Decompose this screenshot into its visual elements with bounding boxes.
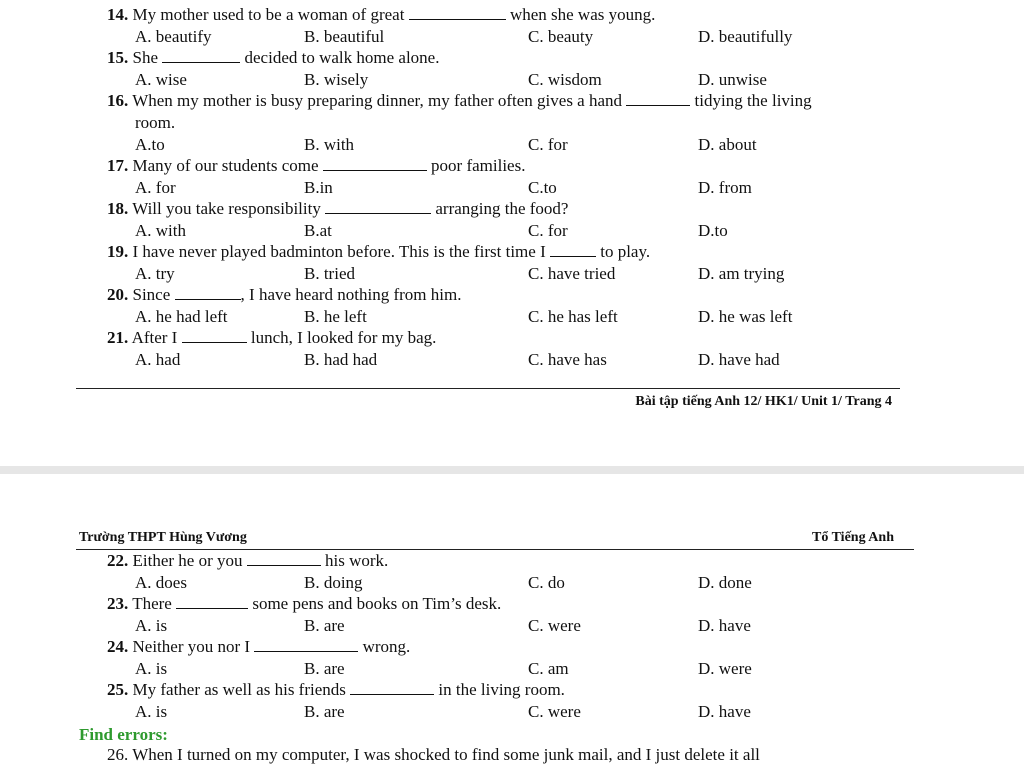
question-text: Since [132, 285, 171, 304]
option-b: B. he left [304, 307, 367, 326]
option-c: C. beauty [528, 27, 594, 46]
question-number: 14. [107, 5, 129, 24]
question-25 [107, 680, 565, 700]
option-c: C. for [528, 221, 568, 240]
question-text-continued: lunch, I looked for my bag. [250, 328, 437, 347]
option-d: D. have [698, 702, 751, 721]
option-a: A. he had left [135, 307, 228, 326]
section-heading: Find errors: [79, 725, 168, 744]
option-b: B. wisely [304, 70, 369, 89]
question-number: 21. [107, 328, 129, 347]
question-23 [107, 594, 501, 614]
answer-blank [550, 242, 596, 257]
question-text-continued: some pens and books on Tim’s desk. [252, 594, 502, 613]
option-d: D. have had [698, 350, 780, 369]
question-number: 25. [107, 680, 129, 699]
option-a: A. with [135, 221, 186, 240]
page-gap [0, 466, 1024, 474]
answer-blank [350, 680, 434, 695]
question-24 [107, 637, 410, 657]
answer-blank [323, 156, 427, 171]
footer-divider [76, 388, 900, 389]
answer-blank [176, 594, 248, 609]
option-d: D. done [698, 573, 752, 592]
answer-blank [626, 91, 690, 106]
question-number: 15. [107, 48, 129, 67]
question-text: I have never played badminton before. This is the first time I [132, 242, 546, 261]
question-22 [107, 551, 388, 571]
option-c: C. he has left [528, 307, 618, 326]
option-c: C. wisdom [528, 70, 602, 89]
question-wrap-line: room. [135, 113, 176, 132]
option-a: A. is [135, 616, 168, 635]
question-text-continued: to play. [600, 242, 651, 261]
option-a: A.to [135, 135, 165, 154]
option-d: D. were [698, 659, 752, 678]
question-16 [107, 91, 812, 111]
question-14 [107, 5, 655, 25]
question-15 [107, 48, 439, 68]
option-d: D.to [698, 221, 728, 240]
question-number: 24. [107, 637, 129, 656]
option-d: D. have [698, 616, 751, 635]
question-text-continued: poor families. [431, 156, 526, 175]
question-text-continued: his work. [325, 551, 389, 570]
question-21 [107, 328, 436, 348]
question-text: Either he or you [132, 551, 243, 570]
option-d: D. beautifully [698, 27, 793, 46]
question-number: 17. [107, 156, 129, 175]
option-d: D. he was left [698, 307, 793, 326]
option-b: B. are [304, 659, 345, 678]
question-text: My mother used to be a woman of great [132, 5, 405, 24]
option-a: A. is [135, 659, 168, 678]
question-text-continued: when she was young. [509, 5, 656, 24]
option-b: B.in [304, 178, 333, 197]
question-number: 23. [107, 594, 129, 613]
option-c: C. do [528, 573, 565, 592]
page-footer: Bài tập tiếng Anh 12/ HK1/ Unit 1/ Trang 4 [635, 394, 892, 409]
question-text-continued: decided to walk home alone. [244, 48, 440, 67]
header-divider [76, 549, 914, 550]
question-number: 19. [107, 242, 129, 261]
answer-blank [182, 328, 247, 343]
option-a: A. beautify [135, 27, 212, 46]
question-text: She [132, 48, 158, 67]
question-17 [107, 156, 525, 176]
option-b: B. doing [304, 573, 363, 592]
option-c: C. for [528, 135, 568, 154]
option-d: D. unwise [698, 70, 767, 89]
option-d: D. from [698, 178, 752, 197]
option-c: C. were [528, 616, 581, 635]
question-text-continued: wrong. [362, 637, 411, 656]
question-text: When my mother is busy preparing dinner, my father often gives a hand [132, 91, 623, 110]
question-number: 20. [107, 285, 129, 304]
option-a: A. does [135, 573, 187, 592]
question-text: After I [131, 328, 178, 347]
question-text: There [132, 594, 172, 613]
option-c: C. am [528, 659, 569, 678]
question-text-continued: , I have heard nothing from him. [240, 285, 462, 304]
question-text: My father as well as his friends [132, 680, 346, 699]
question-20 [107, 285, 461, 305]
option-a: A. had [135, 350, 181, 369]
question-text: Many of our students come [132, 156, 319, 175]
answer-blank [247, 551, 321, 566]
option-a: A. is [135, 702, 168, 721]
question-number: 16. [107, 91, 129, 110]
option-a: A. try [135, 264, 175, 283]
option-a: A. for [135, 178, 176, 197]
option-a: A. wise [135, 70, 187, 89]
cutoff-question-line: 26. When I turned on my computer, I was shocked to find some junk mail, and I just delete it all [107, 745, 760, 764]
option-c: C.to [528, 178, 557, 197]
option-d: D. am trying [698, 264, 785, 283]
option-b: B. are [304, 702, 345, 721]
department-name: Tổ Tiếng Anh [812, 530, 894, 545]
option-b: B.at [304, 221, 332, 240]
question-text-continued: tidying the living [694, 91, 812, 110]
option-b: B. with [304, 135, 355, 154]
answer-blank [254, 637, 358, 652]
question-19 [107, 242, 650, 262]
option-c: C. have tried [528, 264, 616, 283]
question-text: Neither you nor I [132, 637, 251, 656]
option-b: B. beautiful [304, 27, 385, 46]
question-text-continued: arranging the food? [435, 199, 569, 218]
answer-blank [175, 285, 241, 300]
answer-blank [162, 48, 240, 63]
option-c: C. were [528, 702, 581, 721]
option-b: B. are [304, 616, 345, 635]
answer-blank [325, 199, 431, 214]
question-number: 18. [107, 199, 129, 218]
question-number: 22. [107, 551, 129, 570]
option-d: D. about [698, 135, 757, 154]
question-text-continued: in the living room. [438, 680, 565, 699]
option-b: B. had had [304, 350, 378, 369]
answer-blank [409, 5, 506, 20]
option-c: C. have has [528, 350, 607, 369]
school-name: Trường THPT Hùng Vương [79, 530, 247, 545]
option-b: B. tried [304, 264, 355, 283]
question-18 [107, 199, 568, 219]
question-text: Will you take responsibility [132, 199, 321, 218]
